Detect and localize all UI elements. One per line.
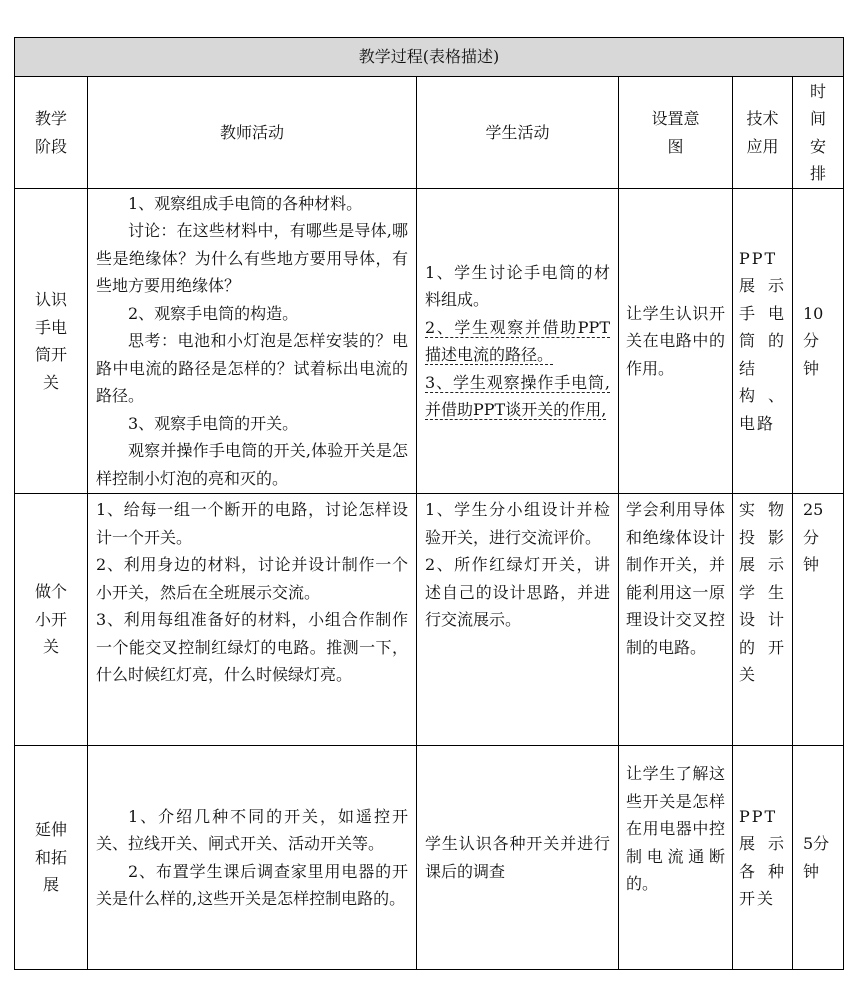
table-row: [15, 494, 844, 746]
table-title: 教学过程(表格描述): [15, 38, 844, 77]
intent-cell: 让学生认识开关在电路中的作用。: [619, 189, 733, 494]
table-row: [15, 746, 844, 970]
teacher-activity-cell: [88, 189, 417, 494]
teacher-activity-line: 观察并操作手电筒的开关,体验开关是怎样控制小灯泡的亮和灭的。: [96, 441, 408, 488]
teacher-activity-cell: [88, 494, 417, 746]
tech-cell: PPT展示手电筒的结构、电路: [733, 189, 793, 494]
student-activity-cell: [417, 189, 619, 494]
student-activity-line: 2、所作红绿灯开关，讲述自己的设计思路，并进行交流展示。: [425, 555, 610, 629]
teacher-activity-line: 1、介绍几种不同的开关，如遥控开关、拉线开关、闸式开关、活动开关等。: [96, 806, 408, 853]
student-activity-text: 2、学生观察并借助PPT描述电流的路径。: [425, 317, 610, 364]
teacher-activity-line: 1、观察组成手电筒的各种材料。: [128, 193, 363, 213]
student-activity-cell: [417, 746, 619, 970]
header-stage: 教学阶段: [15, 77, 88, 189]
student-activity-cell: [417, 494, 619, 746]
stage-cell: 做个小开关: [15, 494, 88, 746]
teacher-activity-line: 2、布置学生课后调查家里用电器的开关是什么样的,这些开关是怎样控制电路的。: [96, 861, 408, 908]
header-intent: 设置意图: [619, 77, 733, 189]
student-activity-line: [425, 314, 610, 369]
teacher-activity-line: 3、利用每组准备好的材料，小组合作制作一个能交叉控制红绿灯的电路。推测一下，什么时候红灯亮，什么时候绿灯亮。: [96, 610, 408, 684]
stage-cell: 延伸和拓展: [15, 746, 88, 970]
intent-cell: 学会利用导体和绝缘体设计制作开关，并能利用这一原理设计交叉控制的电路。: [619, 494, 733, 746]
header-teacher: 教师活动: [88, 77, 417, 189]
header-tech: 技术应用: [733, 77, 793, 189]
student-activity-line: 1、学生分小组设计并检验开关，进行交流评价。: [425, 500, 610, 547]
header-student: 学生活动: [417, 77, 619, 189]
table-title-row: [15, 38, 844, 77]
tech-cell: PPT展示各种开关: [733, 746, 793, 970]
time-cell: 10分钟: [793, 189, 844, 494]
teacher-activity-line: 2、利用身边的材料，讨论并设计制作一个小开关，然后在全班展示交流。: [96, 555, 408, 602]
teacher-activity-line: 3、观察手电筒的开关。: [128, 413, 299, 433]
intent-cell: 让学生了解这些开关是怎样在用电器中控制电流通断的。: [619, 746, 733, 970]
time-cell: 5分钟: [793, 746, 844, 970]
teacher-activity-line: 1、给每一组一个断开的电路，讨论怎样设计一个开关。: [96, 500, 408, 547]
table-row: [15, 189, 844, 494]
tech-cell: 实物投影展示学生设计的开关: [733, 494, 793, 746]
student-activity-line: 1、学生讨论手电筒的材料组成。: [425, 262, 610, 309]
teacher-activity-line: 2、观察手电筒的构造。: [128, 303, 299, 323]
teacher-activity-line: 讨论：在这些材料中，有哪些是导体,哪些是绝缘体？为什么有些地方要用导体，有些地方要用绝缘体？: [96, 221, 408, 296]
lesson-process-table: [14, 37, 844, 970]
teacher-activity-cell: [88, 746, 417, 970]
stage-cell: 认识手电筒开关: [15, 189, 88, 494]
teacher-activity-line: 思考：电池和小灯泡是怎样安装的？电路中电流的路径是怎样的？试着标出电流的路径。: [96, 331, 408, 406]
student-activity-line: [425, 369, 610, 424]
header-time: 时间安排: [793, 77, 844, 189]
header-row: [15, 77, 844, 189]
time-cell: 25分钟: [793, 494, 844, 746]
student-activity-text: 3、学生观察操作手电筒,并借助PPT谈开关的作用,: [425, 372, 610, 419]
student-activity-line: 学生认识各种开关并进行课后的调查: [425, 834, 610, 881]
